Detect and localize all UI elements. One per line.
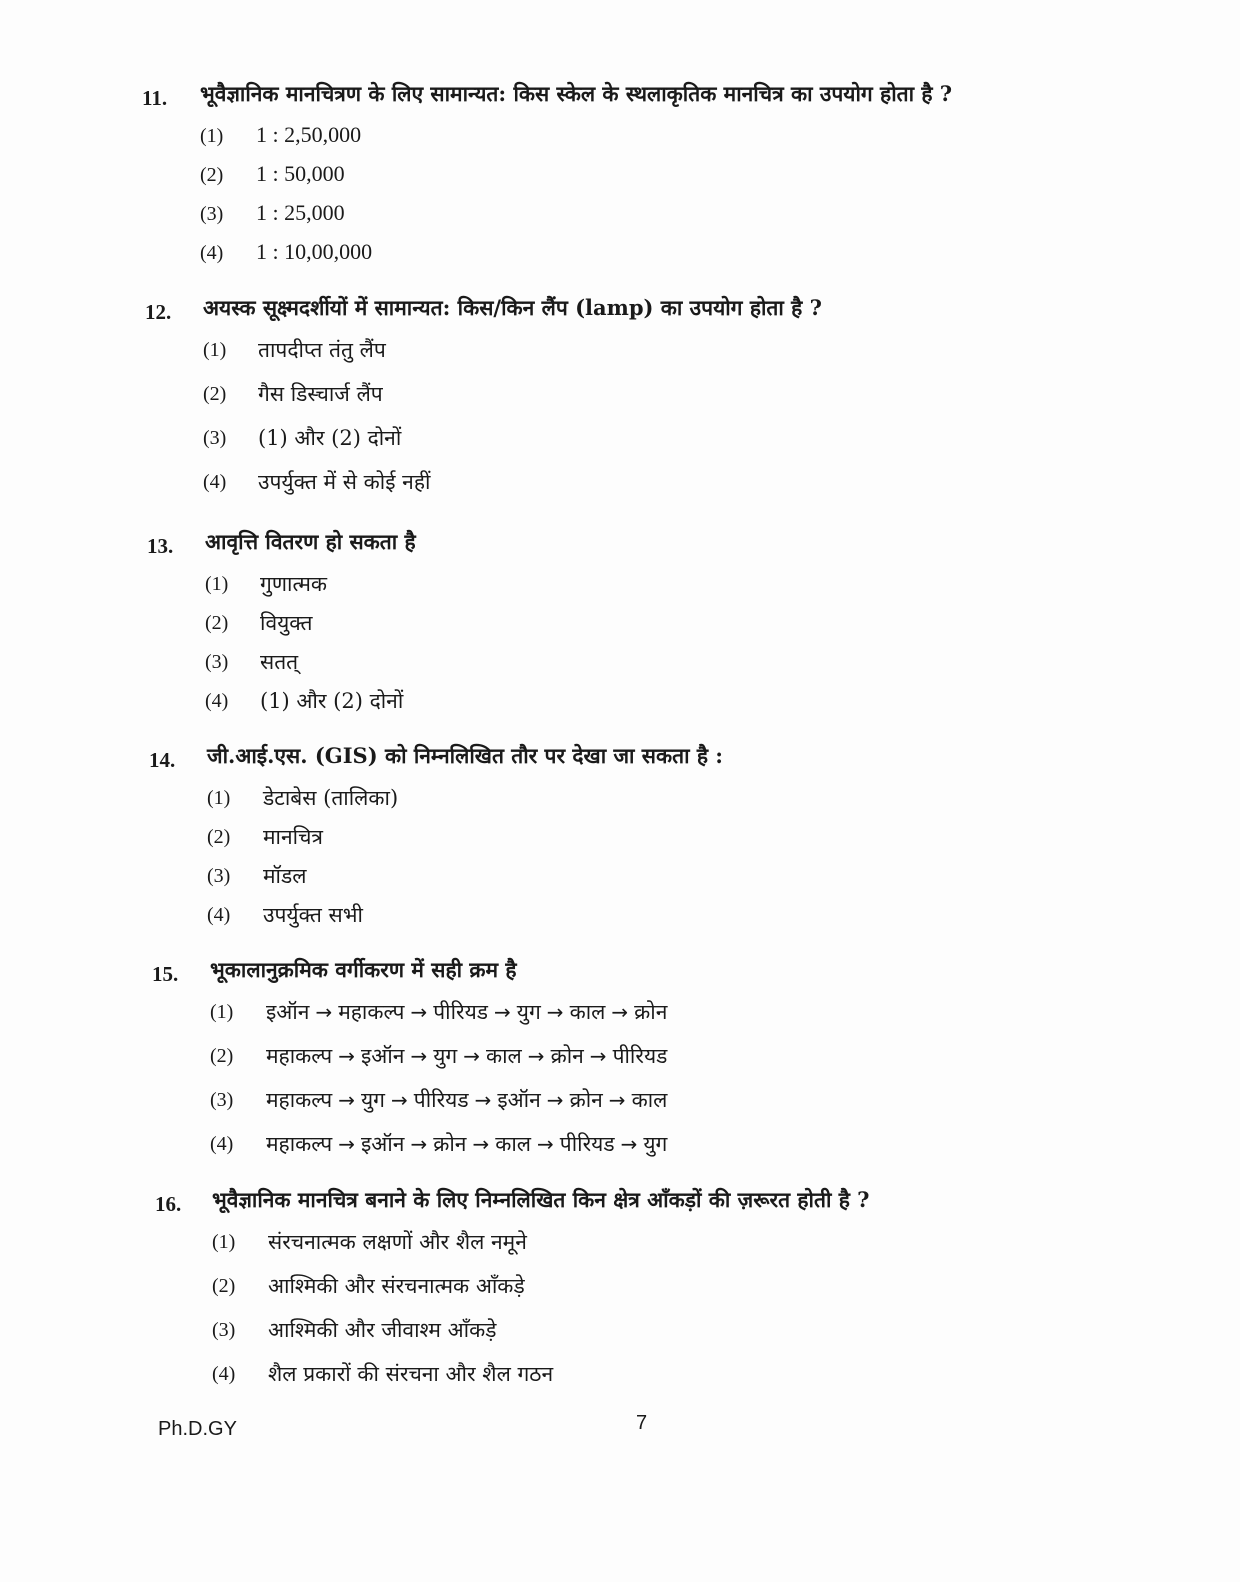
option-1 (0, 994, 1240, 1038)
option-label: (4) (212, 1363, 236, 1385)
option-label: (3) (212, 1319, 236, 1341)
option-1 (0, 118, 1240, 157)
option-4 (0, 235, 1240, 274)
option-label: (4) (210, 1133, 234, 1155)
arrow-right-icon: → (527, 1044, 545, 1068)
option-sequence (266, 998, 667, 1026)
option-text: डेटाबेस (तालिका) (263, 786, 399, 810)
question-text: भूकालानुक्रमिक वर्गीकरण में सही क्रम है (210, 957, 517, 982)
arrow-right-icon: → (338, 1088, 355, 1112)
option-text: गुणात्मक (260, 572, 328, 596)
question-text: आवृत्ति वितरण हो सकता है (205, 529, 416, 554)
sequence-term: काल (485, 1044, 522, 1068)
sequence-term: काल (631, 1088, 668, 1112)
question-number: 13. (147, 534, 174, 558)
option-4 (0, 1126, 1240, 1170)
option-label: (1) (200, 125, 224, 147)
question-14 (0, 740, 1240, 936)
option-text: तापदीप्त तंतु लैंप (258, 338, 386, 362)
arrow-right-icon: → (463, 1044, 480, 1068)
option-1 (0, 566, 1240, 605)
sequence-term: क्रोन (433, 1132, 467, 1156)
option-3 (0, 1312, 1240, 1356)
option-label: (3) (205, 651, 229, 673)
option-text: आश्मिकी और संरचनात्मक आँकड़े (268, 1274, 525, 1298)
option-text: आश्मिकी और जीवाश्म आँकड़े (268, 1318, 497, 1342)
arrow-right-icon: → (315, 1000, 333, 1024)
option-text: 1 : 25,000 (256, 200, 345, 225)
sequence-term: क्रोन (634, 1000, 668, 1024)
option-label: (4) (207, 904, 231, 926)
question-stem (0, 740, 1240, 780)
arrow-right-icon: → (391, 1088, 408, 1112)
option-4 (0, 897, 1240, 936)
option-label: (2) (205, 612, 229, 634)
question-15 (0, 954, 1240, 1170)
option-label: (3) (207, 865, 231, 887)
arrow-right-icon: → (546, 1000, 564, 1024)
sequence-term: युग (360, 1088, 385, 1112)
sequence-term: महाकल्प (266, 1044, 333, 1068)
paper-code: Ph.D.GY (158, 1418, 237, 1440)
arrow-right-icon: → (410, 1044, 428, 1068)
option-text: 1 : 10,00,000 (256, 239, 373, 264)
option-2 (0, 605, 1240, 644)
arrow-right-icon: → (474, 1088, 492, 1112)
option-label: (2) (207, 826, 231, 848)
option-text: 1 : 50,000 (256, 161, 345, 186)
option-2 (0, 819, 1240, 858)
option-text: संरचनात्मक लक्षणों और शैल नमूने (268, 1230, 527, 1254)
sequence-term: काल (495, 1132, 532, 1156)
option-text: मॉडल (263, 864, 307, 888)
question-number: 11. (142, 86, 168, 110)
option-sequence (266, 1086, 667, 1114)
question-13 (0, 526, 1240, 722)
page-number: 7 (636, 1412, 648, 1434)
option-text: 1 : 2,50,000 (256, 122, 362, 147)
arrow-right-icon: → (338, 1044, 355, 1068)
option-1 (0, 1224, 1240, 1268)
sequence-term: इऑन (360, 1044, 405, 1068)
question-text: अयस्क सूक्ष्मदर्शीयों में सामान्यत: किस/किन लैंप (lamp) का उपयोग होता है ? (203, 295, 822, 320)
sequence-term: युग (433, 1044, 458, 1068)
question-text: भूवैज्ञानिक मानचित्र बनाने के लिए निम्नलिखित किन क्षेत्र आँकड़ों की ज़रूरत होती है ? (212, 1187, 870, 1212)
option-label: (2) (210, 1045, 234, 1067)
arrow-right-icon: → (620, 1132, 638, 1156)
option-label: (2) (200, 164, 224, 186)
sequence-term: क्रोन (569, 1088, 603, 1112)
sequence-term: महाकल्प (338, 1000, 405, 1024)
arrow-right-icon: → (472, 1132, 490, 1156)
option-text: उपर्युक्त में से कोई नहीं (258, 470, 431, 494)
option-4 (0, 464, 1240, 508)
arrow-right-icon: → (410, 1132, 428, 1156)
option-text: मानचित्र (263, 825, 324, 849)
sequence-term: इऑन (266, 1000, 310, 1024)
option-label: (1) (207, 787, 231, 809)
question-text: भूवैज्ञानिक मानचित्रण के लिए सामान्यत: किस स्केल के स्थलाकृतिक मानचित्र का उपयोग होता है ? (200, 81, 953, 106)
option-text: (1) और (2) दोनों (260, 689, 404, 713)
question-16 (0, 1184, 1240, 1400)
option-label: (1) (205, 573, 229, 595)
option-text: गैस डिस्चार्ज लैंप (258, 382, 383, 406)
option-label: (2) (203, 383, 227, 405)
option-text: (1) और (2) दोनों (258, 426, 402, 450)
question-stem (0, 78, 1240, 118)
option-1 (0, 332, 1240, 376)
arrow-right-icon: → (608, 1088, 626, 1112)
sequence-term: पीरियड (413, 1088, 469, 1112)
sequence-term: पीरियड (612, 1044, 668, 1068)
option-1 (0, 780, 1240, 819)
option-text: शैल प्रकारों की संरचना और शैल गठन (268, 1362, 554, 1386)
option-2 (0, 157, 1240, 196)
question-number: 16. (155, 1192, 182, 1216)
question-stem (0, 526, 1240, 566)
option-label: (4) (200, 242, 224, 264)
sequence-term: युग (516, 1000, 541, 1024)
arrow-right-icon: → (338, 1132, 355, 1156)
option-3 (0, 644, 1240, 683)
question-stem (0, 1184, 1240, 1224)
option-3 (0, 1082, 1240, 1126)
arrow-right-icon: → (546, 1088, 564, 1112)
arrow-right-icon: → (494, 1000, 511, 1024)
option-2 (0, 376, 1240, 420)
option-2 (0, 1268, 1240, 1312)
arrow-right-icon: → (537, 1132, 554, 1156)
question-text: जी.आई.एस. (GIS) को निम्नलिखित तौर पर देखा जा सकता है : (207, 743, 724, 768)
option-label: (3) (203, 427, 227, 449)
sequence-term: काल (569, 1000, 606, 1024)
sequence-term: क्रोन (550, 1044, 584, 1068)
sequence-term: इऑन (497, 1088, 541, 1112)
option-text: वियुक्त (260, 611, 313, 635)
question-number: 12. (145, 300, 172, 324)
sequence-term: महाकल्प (266, 1088, 333, 1112)
sequence-term: युग (643, 1132, 668, 1156)
option-sequence (266, 1042, 667, 1070)
sequence-term: महाकल्प (266, 1132, 333, 1156)
option-3 (0, 196, 1240, 235)
option-2 (0, 1038, 1240, 1082)
sequence-term: इऑन (360, 1132, 405, 1156)
option-label: (1) (212, 1231, 236, 1253)
sequence-term: पीरियड (433, 1000, 489, 1024)
question-number: 14. (149, 748, 176, 772)
arrow-right-icon: → (410, 1000, 428, 1024)
question-stem (0, 292, 1240, 332)
option-4 (0, 1356, 1240, 1400)
option-label: (1) (210, 1001, 234, 1023)
question-12 (0, 292, 1240, 508)
option-3 (0, 420, 1240, 464)
option-label: (1) (203, 339, 227, 361)
option-3 (0, 858, 1240, 897)
option-label: (4) (205, 690, 229, 712)
option-4 (0, 683, 1240, 722)
option-label: (2) (212, 1275, 236, 1297)
option-label: (3) (210, 1089, 234, 1111)
option-label: (3) (200, 203, 224, 225)
question-number: 15. (152, 962, 179, 986)
arrow-right-icon: → (589, 1044, 607, 1068)
question-stem (0, 954, 1240, 994)
option-text: सतत् (260, 650, 299, 674)
option-label: (4) (203, 471, 227, 493)
option-text: उपर्युक्त सभी (263, 903, 363, 927)
arrow-right-icon: → (611, 1000, 629, 1024)
option-sequence (266, 1130, 667, 1158)
sequence-term: पीरियड (559, 1132, 615, 1156)
question-11 (0, 78, 1240, 274)
